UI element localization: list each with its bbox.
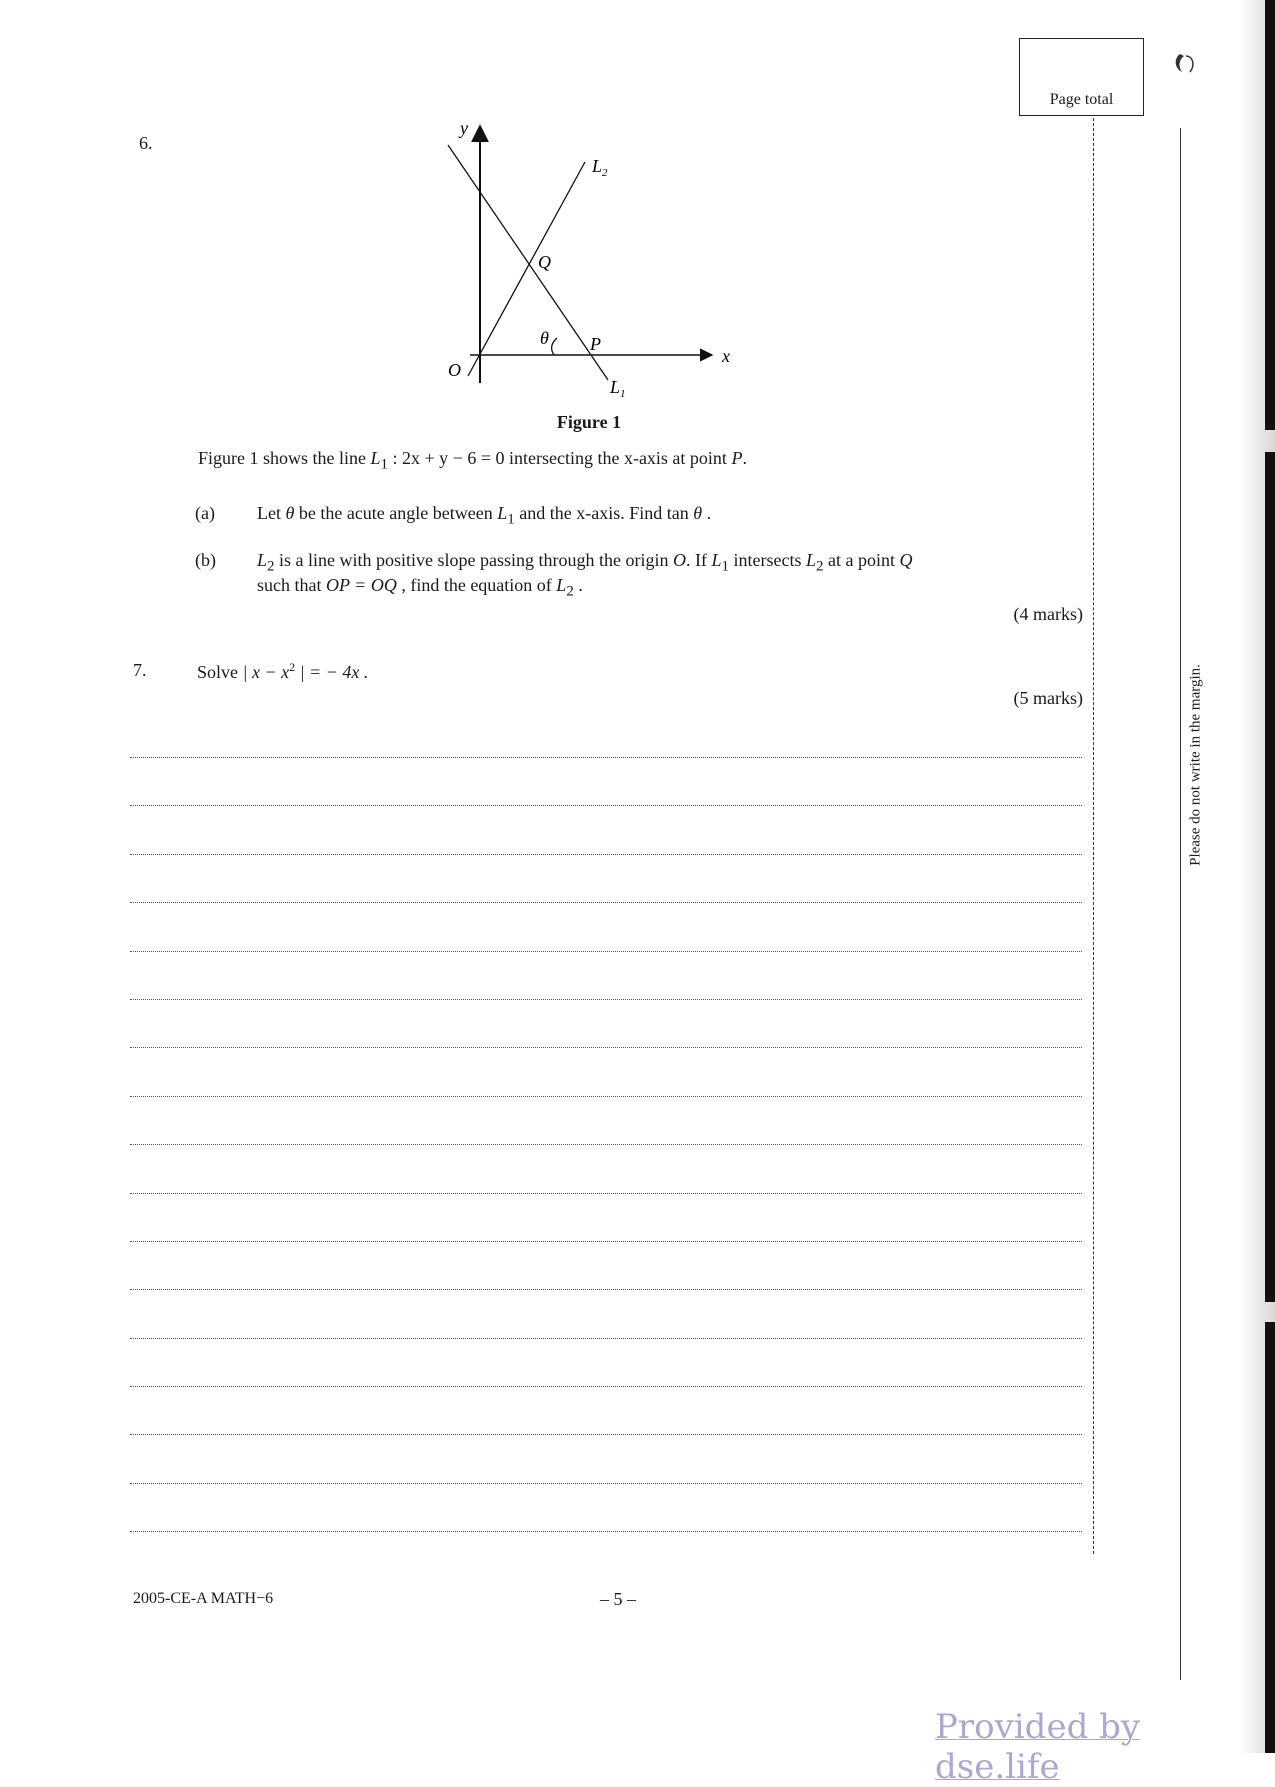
point-P-label: P bbox=[590, 334, 601, 354]
scan-edge-bar bbox=[1265, 452, 1275, 1302]
x-axis-label: x bbox=[722, 346, 730, 366]
answer-line[interactable] bbox=[130, 1386, 1082, 1387]
answer-line[interactable] bbox=[130, 902, 1082, 903]
line-L1 bbox=[448, 145, 608, 380]
answer-line[interactable] bbox=[130, 999, 1082, 1000]
watermark[interactable]: Provided by dse.life bbox=[935, 1707, 1141, 1787]
page-total-box bbox=[1019, 38, 1144, 116]
margin-solid-line bbox=[1180, 128, 1181, 1680]
scan-mark-icon bbox=[1172, 50, 1200, 76]
answer-line[interactable] bbox=[130, 1096, 1082, 1097]
answer-line[interactable] bbox=[130, 1241, 1082, 1242]
page-number: – 5 – bbox=[600, 1589, 636, 1609]
question-6-marks: (4 marks) bbox=[1013, 604, 1083, 624]
answer-line[interactable] bbox=[130, 805, 1082, 806]
page-total-label: Page total bbox=[1049, 91, 1114, 108]
point-Q-label: Q bbox=[538, 252, 551, 272]
figure-1-diagram bbox=[430, 118, 740, 408]
question-7-marks: (5 marks) bbox=[1013, 688, 1083, 708]
y-axis-label: y bbox=[460, 118, 468, 138]
angle-theta-arc bbox=[552, 338, 557, 355]
part-b-line-2: such that OP = OQ , find the equation of $L_2$ . bbox=[257, 575, 583, 600]
answer-line[interactable] bbox=[130, 1144, 1082, 1145]
part-a-label: (a) bbox=[195, 503, 215, 523]
question-7-text: Solve | $x - x^2$ | = − 4x . bbox=[197, 660, 369, 682]
part-a-text: Let θ be the acute angle between $L_1$ and the x-axis. Find tan θ . bbox=[257, 503, 712, 528]
answer-line[interactable] bbox=[130, 1193, 1082, 1194]
answer-line[interactable] bbox=[130, 1531, 1082, 1532]
answer-lines bbox=[130, 757, 1082, 1580]
question-7-number: 7. bbox=[133, 660, 147, 680]
answer-line[interactable] bbox=[130, 1483, 1082, 1484]
answer-line[interactable] bbox=[130, 1338, 1082, 1339]
paper-code: 2005-CE-A MATH−6 bbox=[133, 1590, 274, 1607]
answer-line[interactable] bbox=[130, 1289, 1082, 1290]
theta-label: θ bbox=[540, 328, 549, 348]
answer-line[interactable] bbox=[130, 854, 1082, 855]
scan-edge-bar bbox=[1265, 0, 1275, 430]
figure-1-caption: Figure 1 bbox=[556, 412, 622, 432]
part-b-line-1: $L_2$ is a line with positive slope passing through the origin O. If $L_1$ intersects $L_2$ at a point Q bbox=[257, 550, 913, 575]
line-L2 bbox=[468, 162, 585, 376]
L2-label: $L_2$ bbox=[592, 156, 608, 179]
origin-label: O bbox=[448, 360, 461, 380]
answer-line[interactable] bbox=[130, 1434, 1082, 1435]
question-6-intro: Figure 1 shows the line $L_1$ : 2x + y − 6 = 0 intersecting the x-axis at point P. bbox=[198, 448, 747, 473]
margin-note-text: Please do not write in the margin. bbox=[1187, 664, 1204, 866]
margin-dashed-line bbox=[1093, 118, 1094, 1554]
L1-label: $L_1$ bbox=[610, 377, 626, 400]
part-b-label: (b) bbox=[195, 550, 216, 570]
scan-edge-bar bbox=[1265, 1322, 1275, 1753]
answer-line[interactable] bbox=[130, 1047, 1082, 1048]
answer-line[interactable] bbox=[130, 951, 1082, 952]
question-6-number: 6. bbox=[139, 133, 153, 153]
answer-line[interactable] bbox=[130, 757, 1082, 758]
